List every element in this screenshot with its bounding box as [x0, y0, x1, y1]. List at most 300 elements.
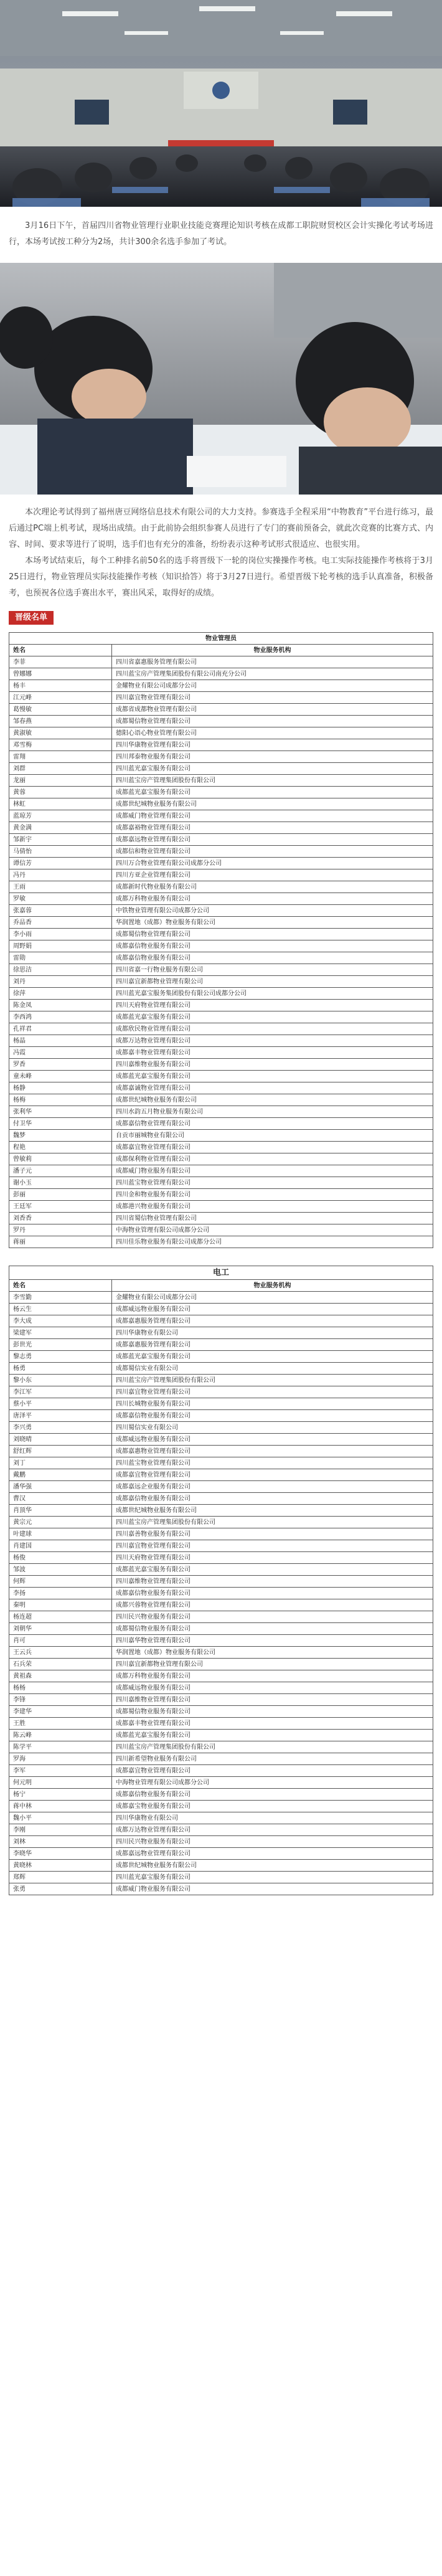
- table-header-row: [9, 1280, 433, 1292]
- organization-name: 四川天府物业管理有限公司: [112, 1552, 433, 1564]
- table-row: [9, 1812, 433, 1824]
- table-row: [9, 1718, 433, 1730]
- table-row: [9, 869, 433, 881]
- organization-name: 四川民兴物业服务有限公司: [112, 1611, 433, 1623]
- organization-name: 四川蓝宝物业管理有限公司: [112, 1177, 433, 1189]
- table-row: [9, 1730, 433, 1741]
- table-row: [9, 1789, 433, 1801]
- table-row: [9, 1765, 433, 1777]
- person-name: 戴鹏: [9, 1469, 112, 1481]
- person-name: 杨静: [9, 1082, 112, 1094]
- organization-name: 成都世纪城物业服务有限公司: [112, 1094, 433, 1106]
- table-row: [9, 1339, 433, 1351]
- table-row: [9, 1142, 433, 1153]
- organization-name: 成都嘉远物业管理有限公司: [112, 1848, 433, 1860]
- table-row: [9, 727, 433, 739]
- table-title-row: [9, 1266, 433, 1280]
- person-name: 张利华: [9, 1106, 112, 1118]
- table-title: 电工: [9, 1266, 433, 1280]
- table-row: [9, 905, 433, 917]
- table-row: [9, 1540, 433, 1552]
- person-name: 刘朝华: [9, 1623, 112, 1635]
- organization-name: 四川蓝光嘉宝服务集团股份有限公司成都分公司: [112, 988, 433, 1000]
- person-name: 邹波: [9, 1564, 112, 1576]
- person-name: 蒋丽: [9, 1236, 112, 1248]
- person-name: 刘晓晴: [9, 1434, 112, 1446]
- organization-name: 成都蜀信实业有限公司: [112, 1363, 433, 1375]
- organization-name: 四川嘉宜物业管理有限公司: [112, 1540, 433, 1552]
- column-header-name: 姓名: [9, 1280, 112, 1292]
- person-name: 罗香: [9, 1059, 112, 1071]
- table-row: [9, 1023, 433, 1035]
- organization-name: 成都嘉远物业管理有限公司: [112, 834, 433, 846]
- organization-name: 四川万合物业管理有限公司成都分公司: [112, 858, 433, 869]
- organization-name: 四川蓝光嘉宝服务有限公司: [112, 1872, 433, 1883]
- table-row: [9, 952, 433, 964]
- person-name: 李晓华: [9, 1848, 112, 1860]
- person-name: 付卫华: [9, 1118, 112, 1130]
- table-row: [9, 1059, 433, 1071]
- person-name: 魏梦: [9, 1130, 112, 1142]
- organization-name: 四川嘉华物业管理有限公司: [112, 1635, 433, 1647]
- person-name: 李小雨: [9, 929, 112, 940]
- table-row: [9, 1836, 433, 1848]
- person-name: 孔祥君: [9, 1023, 112, 1035]
- table-row: [9, 810, 433, 822]
- table-row: [9, 1304, 433, 1315]
- table-row: [9, 1224, 433, 1236]
- table-row: [9, 964, 433, 976]
- person-name: 刘丁: [9, 1457, 112, 1469]
- table-row: [9, 1517, 433, 1528]
- table-row: [9, 787, 433, 798]
- exam-hall-photo: [0, 0, 442, 207]
- organization-name: 四川嘉善物业服务有限公司: [112, 1528, 433, 1540]
- person-name: 彭丽: [9, 1189, 112, 1201]
- table-row: [9, 1623, 433, 1635]
- table-row: [9, 881, 433, 893]
- person-name: 邹新宇: [9, 834, 112, 846]
- organization-name: 成都世纪城物业服务有限公司: [112, 798, 433, 810]
- organization-name: 华润置地（成都）物业服务有限公司: [112, 917, 433, 929]
- person-name: 杨连超: [9, 1611, 112, 1623]
- table-row: [9, 1000, 433, 1011]
- table-row: [9, 846, 433, 858]
- organization-name: 成都嘉惠物业管理有限公司: [112, 1446, 433, 1457]
- person-name: 肖建国: [9, 1540, 112, 1552]
- person-name: 刘群: [9, 763, 112, 775]
- table-row: [9, 1670, 433, 1682]
- electrician-table: [9, 1266, 433, 1895]
- person-name: 何辉: [9, 1576, 112, 1588]
- organization-name: 中铁物业管理有限公司成都分公司: [112, 905, 433, 917]
- table-row: [9, 1118, 433, 1130]
- table-row: [9, 680, 433, 692]
- table-title: 物业管理员: [9, 633, 433, 645]
- organization-name: 成都嘉信物业服务有限公司: [112, 1493, 433, 1505]
- person-name: 王雨: [9, 881, 112, 893]
- organization-name: 成都蓝光嘉宝服务有限公司: [112, 1730, 433, 1741]
- organization-name: 成都蓝光嘉宝服务有限公司: [112, 1351, 433, 1363]
- table-row: [9, 1434, 433, 1446]
- person-name: 杨梅: [9, 1094, 112, 1106]
- organization-name: 四川金和物业服务有限公司: [112, 1189, 433, 1201]
- person-name: 刘林: [9, 1836, 112, 1848]
- person-name: 黄金满: [9, 822, 112, 834]
- table-row: [9, 798, 433, 810]
- table-row: [9, 1201, 433, 1213]
- organization-name: 四川华康物业管理有限公司: [112, 739, 433, 751]
- organization-name: 成都嘉远企业服务有限公司: [112, 1481, 433, 1493]
- person-name: 黄宗元: [9, 1517, 112, 1528]
- organization-name: 成都嘉诚物业管理有限公司: [112, 1082, 433, 1094]
- table-row: [9, 1177, 433, 1189]
- table-row: [9, 751, 433, 763]
- organization-name: 成都威门物业服务有限公司: [112, 1165, 433, 1177]
- organization-name: 四川嘉宜物业管理有限公司: [112, 692, 433, 704]
- person-name: 李菲: [9, 656, 112, 668]
- table-row: [9, 1505, 433, 1517]
- table-row: [9, 1130, 433, 1142]
- person-name: 曹汉: [9, 1493, 112, 1505]
- person-name: 徐思洁: [9, 964, 112, 976]
- organization-name: 成都世纪城物业服务有限公司: [112, 1505, 433, 1517]
- person-name: 罗敏: [9, 893, 112, 905]
- person-name: 李西鸿: [9, 1011, 112, 1023]
- table-row: [9, 1375, 433, 1386]
- table-row: [9, 1801, 433, 1812]
- organization-name: 四川长城物业服务有限公司: [112, 1398, 433, 1410]
- organization-name: 成都万科物业服务有限公司: [112, 893, 433, 905]
- person-name: 黎志勇: [9, 1351, 112, 1363]
- organization-name: 成都蓝光嘉宝服务有限公司: [112, 1011, 433, 1023]
- organization-name: 四川华康物业有限公司: [112, 1812, 433, 1824]
- organization-name: 成都蜀信物业管理有限公司: [112, 716, 433, 727]
- organization-name: 成都港兴物业服务有限公司: [112, 1201, 433, 1213]
- table-row: [9, 1189, 433, 1201]
- organization-name: 成都威门物业管理有限公司: [112, 810, 433, 822]
- person-name: 李大成: [9, 1315, 112, 1327]
- table-row: [9, 1327, 433, 1339]
- table-header-row: [9, 645, 433, 656]
- organization-name: 四川蓝宝房产管理集团股份有限公司南充分公司: [112, 668, 433, 680]
- person-name: 江元峰: [9, 692, 112, 704]
- person-name: 雷翔: [9, 751, 112, 763]
- table-row: [9, 1777, 433, 1789]
- person-name: 李军: [9, 1765, 112, 1777]
- table-row: [9, 1165, 433, 1177]
- person-name: 黎小东: [9, 1375, 112, 1386]
- organization-name: 成都嘉宜物业管理有限公司: [112, 1765, 433, 1777]
- person-name: 陈金凤: [9, 1000, 112, 1011]
- person-name: 林虹: [9, 798, 112, 810]
- table-row: [9, 1611, 433, 1623]
- organization-name: 四川省蜀信物业管理有限公司: [112, 1213, 433, 1224]
- table-row: [9, 1753, 433, 1765]
- table-row: [9, 1315, 433, 1327]
- paragraph-intro: 3月16日下午，首届四川省物业管理行业职业技能竞赛理论知识考核在成都工职院财贸校区会计实操化考试考场进行，本场考试按工种分为2场，共计300余名选手参加了考试。: [9, 221, 433, 247]
- table-row: [9, 893, 433, 905]
- person-name: 黄淑敏: [9, 727, 112, 739]
- person-name: 曾敏莉: [9, 1153, 112, 1165]
- organization-name: 四川蓝宝房产管理集团股份有限公司: [112, 1375, 433, 1386]
- organization-name: 中海物业管理有限公司成都分公司: [112, 1777, 433, 1789]
- table-row: [9, 716, 433, 727]
- table-row: [9, 976, 433, 988]
- person-name: 李建华: [9, 1706, 112, 1718]
- table-row: [9, 1446, 433, 1457]
- organization-name: 成都威远物业服务有限公司: [112, 1682, 433, 1694]
- table-row: [9, 1213, 433, 1224]
- table-row: [9, 1647, 433, 1659]
- organization-name: 四川嘉宜物业管理有限公司: [112, 1386, 433, 1398]
- table-row: [9, 1741, 433, 1753]
- organization-name: 成都万科物业服务有限公司: [112, 1670, 433, 1682]
- table-row: [9, 1236, 433, 1248]
- organization-name: 成都保利物业管理有限公司: [112, 1153, 433, 1165]
- person-name: 陈云峰: [9, 1730, 112, 1741]
- organization-name: 四川嘉维物业管理有限公司: [112, 1694, 433, 1706]
- person-name: 李扬: [9, 1588, 112, 1599]
- organization-name: 金耀物业有限公司成都分公司: [112, 1292, 433, 1304]
- table-row: [9, 1635, 433, 1647]
- table-row: [9, 763, 433, 775]
- person-name: 邹春燕: [9, 716, 112, 727]
- table-row: [9, 704, 433, 716]
- organization-name: 四川蓝光嘉宝服务有限公司: [112, 763, 433, 775]
- organization-name: 四川嘉维物业服务有限公司: [112, 1059, 433, 1071]
- organization-name: 成都蓝光嘉宝服务有限公司: [112, 1564, 433, 1576]
- person-name: 谭信芳: [9, 858, 112, 869]
- organization-name: 华润置地（成都）物业服务有限公司: [112, 1647, 433, 1659]
- person-name: 潘华强: [9, 1481, 112, 1493]
- organization-name: 四川民兴物业服务有限公司: [112, 1836, 433, 1848]
- table-row: [9, 1860, 433, 1872]
- organization-name: 四川华康物业有限公司: [112, 1327, 433, 1339]
- person-name: 石兵荣: [9, 1659, 112, 1670]
- table-row: [9, 1011, 433, 1023]
- organization-name: 成都威远物业服务有限公司: [112, 1434, 433, 1446]
- table-row: [9, 822, 433, 834]
- table-row: [9, 1576, 433, 1588]
- table-row: [9, 1386, 433, 1398]
- organization-name: 成都威远物业服务有限公司: [112, 1304, 433, 1315]
- person-name: 何元明: [9, 1777, 112, 1789]
- person-name: 徐萍: [9, 988, 112, 1000]
- column-header-org: 物业服务机构: [112, 1280, 433, 1292]
- person-name: 李雪勤: [9, 1292, 112, 1304]
- organization-name: 四川方亚企业管理有限公司: [112, 869, 433, 881]
- person-name: 杨俊: [9, 1552, 112, 1564]
- column-header-org: 物业服务机构: [112, 645, 433, 656]
- organization-name: 四川邦泰物业服务有限公司: [112, 751, 433, 763]
- table-row: [9, 1422, 433, 1434]
- organization-name: 中海物业管理有限公司成都分公司: [112, 1224, 433, 1236]
- person-name: 谢小玉: [9, 1177, 112, 1189]
- person-name: 肖可: [9, 1635, 112, 1647]
- organization-name: 自贡市丽城物业有限公司: [112, 1130, 433, 1142]
- organization-name: 成都嘉宝物业服务有限公司: [112, 1801, 433, 1812]
- person-name: 邓雪梅: [9, 739, 112, 751]
- table-row: [9, 929, 433, 940]
- person-name: 黄晓林: [9, 1860, 112, 1872]
- promotion-list-tag: 晋级名单: [9, 611, 54, 625]
- organization-name: 四川蜀信实业有限公司: [112, 1422, 433, 1434]
- person-name: 杨宁: [9, 1789, 112, 1801]
- table-row: [9, 1469, 433, 1481]
- person-name: 王云兵: [9, 1647, 112, 1659]
- organization-name: 成都威门物业服务有限公司: [112, 1883, 433, 1895]
- table-row: [9, 668, 433, 680]
- table-row: [9, 1094, 433, 1106]
- table-row: [9, 1599, 433, 1611]
- table-row: [9, 1047, 433, 1059]
- table-row: [9, 1528, 433, 1540]
- organization-name: 成都新时代物业服务有限公司: [112, 881, 433, 893]
- table-row: [9, 1035, 433, 1047]
- organization-name: 成都万达物业管理有限公司: [112, 1824, 433, 1836]
- person-name: 黄祖森: [9, 1670, 112, 1682]
- table-row: [9, 940, 433, 952]
- table-row: [9, 1363, 433, 1375]
- person-name: 雷勋: [9, 952, 112, 964]
- table-row: [9, 775, 433, 787]
- organization-name: 四川嘉宜新都物业管理有限公司: [112, 1659, 433, 1670]
- table-row: [9, 1694, 433, 1706]
- person-name: 罗丹: [9, 1224, 112, 1236]
- organization-name: 成都嘉信物业服务有限公司: [112, 1410, 433, 1422]
- organization-name: 四川蓝宝房产管理集团股份有限公司: [112, 1741, 433, 1753]
- organization-name: 成都嘉丰物业管理有限公司: [112, 1718, 433, 1730]
- person-name: 王胜: [9, 1718, 112, 1730]
- table-row: [9, 1682, 433, 1694]
- person-name: 蒋中林: [9, 1801, 112, 1812]
- table-row: [9, 1493, 433, 1505]
- person-name: 乔品香: [9, 917, 112, 929]
- organization-name: 四川嘉宜新都物业管理有限公司: [112, 976, 433, 988]
- person-name: 刘香香: [9, 1213, 112, 1224]
- organization-name: 成都世纪城物业服务有限公司: [112, 1860, 433, 1872]
- person-name: 张嘉蓉: [9, 905, 112, 917]
- table-row: [9, 1106, 433, 1118]
- person-name: 李兴勇: [9, 1422, 112, 1434]
- table-row: [9, 858, 433, 869]
- person-name: 唐泽平: [9, 1410, 112, 1422]
- organization-name: 成都嘉惠服务管理有限公司: [112, 1339, 433, 1351]
- organization-name: 成都嘉惠服务管理有限公司: [112, 1315, 433, 1327]
- organization-name: 金耀物业有限公司成都分公司: [112, 680, 433, 692]
- organization-name: 四川水韵五月物业服务有限公司: [112, 1106, 433, 1118]
- organization-name: 成都嘉信物业服务有限公司: [112, 1789, 433, 1801]
- organization-name: 成都嘉丰物业管理有限公司: [112, 1047, 433, 1059]
- person-name: 李江军: [9, 1386, 112, 1398]
- organization-name: 成都蜀信物业服务有限公司: [112, 1706, 433, 1718]
- organization-name: 四川天府物业管理有限公司: [112, 1000, 433, 1011]
- table-row: [9, 692, 433, 704]
- person-name: 杨晶: [9, 1035, 112, 1047]
- paragraph-platform: 本次理论考试得到了福州唐豆网络信息技术有限公司的大力支持。参赛选手全程采用“中物教育”平台进行练习，最后通过PC端上机考试，现场出成绩。由于此前协会组织参赛人员进行了专门的赛前预备会，就此次竞赛的比赛方式、内容、时间、要求等进行了说明，选手们也有充分的准备，纷纷表示这种考试形式很适应、也很实用。: [9, 508, 433, 549]
- table-row: [9, 1398, 433, 1410]
- person-name: 杨杨: [9, 1682, 112, 1694]
- person-name: 龙丽: [9, 775, 112, 787]
- organization-name: 四川蓝宝房产管理集团股份有限公司: [112, 775, 433, 787]
- table-row: [9, 1410, 433, 1422]
- person-name: 杨勇: [9, 1363, 112, 1375]
- table-row: [9, 1552, 433, 1564]
- person-name: 潘子元: [9, 1165, 112, 1177]
- table-row: [9, 1659, 433, 1670]
- organization-name: 成都嘉信物业管理有限公司: [112, 1118, 433, 1130]
- column-header-name: 姓名: [9, 645, 112, 656]
- organization-name: 四川嘉维物业管理有限公司: [112, 1576, 433, 1588]
- organization-name: 成都嘉信物业服务有限公司: [112, 1588, 433, 1599]
- organization-name: 四川省嘉惠服务管理有限公司: [112, 656, 433, 668]
- table-row: [9, 1824, 433, 1836]
- organization-name: 四川省嘉一行物业服务有限公司: [112, 964, 433, 976]
- person-name: 葛慢敏: [9, 704, 112, 716]
- organization-name: 成都嘉宜物业管理有限公司: [112, 1142, 433, 1153]
- person-name: 黄蓉: [9, 787, 112, 798]
- person-name: 彭世光: [9, 1339, 112, 1351]
- organization-name: 成都万达物业管理有限公司: [112, 1035, 433, 1047]
- organization-name: 成都欣民物业管理有限公司: [112, 1023, 433, 1035]
- table-row: [9, 1071, 433, 1082]
- organization-name: 成都嘉信物业服务有限公司: [112, 940, 433, 952]
- table-row: [9, 1457, 433, 1469]
- person-name: 蔡小平: [9, 1398, 112, 1410]
- table-row: [9, 656, 433, 668]
- person-name: 舒红辉: [9, 1446, 112, 1457]
- table-row: [9, 1848, 433, 1860]
- person-name: 周野娟: [9, 940, 112, 952]
- person-name: 张勇: [9, 1883, 112, 1895]
- person-name: 杨云生: [9, 1304, 112, 1315]
- person-name: 罗海: [9, 1753, 112, 1765]
- table-row: [9, 739, 433, 751]
- table-row: [9, 1153, 433, 1165]
- table-row: [9, 1706, 433, 1718]
- person-name: 王廷军: [9, 1201, 112, 1213]
- organization-name: 成都嘉信物业服务有限公司: [112, 952, 433, 964]
- person-name: 蓝琼芳: [9, 810, 112, 822]
- table-row: [9, 1351, 433, 1363]
- organization-name: 成都蓝光嘉宝服务有限公司: [112, 1071, 433, 1082]
- person-name: 叶建球: [9, 1528, 112, 1540]
- person-name: 刘丹: [9, 976, 112, 988]
- person-name: 冯霞: [9, 1047, 112, 1059]
- person-name: 程艳: [9, 1142, 112, 1153]
- person-name: 秦明: [9, 1599, 112, 1611]
- table-row: [9, 1564, 433, 1576]
- organization-name: 成都省成都物业管理有限公司: [112, 704, 433, 716]
- table-row: [9, 1872, 433, 1883]
- person-name: 肖顶华: [9, 1505, 112, 1517]
- organization-name: 成都嘉裕物业管理有限公司: [112, 822, 433, 834]
- paragraph-next-round: 本场考试结束后，每个工种排名前50名的选手将晋级下一轮的岗位实操操作考核。电工实际技能操作考核将于3月25日进行，物业管理员实际技能操作考核（知识拾答）将于3月27日进行。希望晋级下轮考核的选手认真准备，积极备考，也预祝各位选手赛出水平，赛出风采，取得好的成绩。: [9, 556, 433, 598]
- organization-name: 成都信和物业管理有限公司: [112, 846, 433, 858]
- organization-name: 四川新希望物业服务有限公司: [112, 1753, 433, 1765]
- organization-name: 四川蓝宝房产管理集团股份有限公司: [112, 1517, 433, 1528]
- organization-name: 四川佳乐物业服务有限公司成都分公司: [112, 1236, 433, 1248]
- person-name: 魏小平: [9, 1812, 112, 1824]
- organization-name: 成都蜀信物业管理有限公司: [112, 929, 433, 940]
- table-row: [9, 1481, 433, 1493]
- person-name: 陈学平: [9, 1741, 112, 1753]
- property-manager-table: [9, 632, 433, 1248]
- table-row: [9, 834, 433, 846]
- person-name: 李锋: [9, 1694, 112, 1706]
- candidates-photo: [0, 263, 442, 495]
